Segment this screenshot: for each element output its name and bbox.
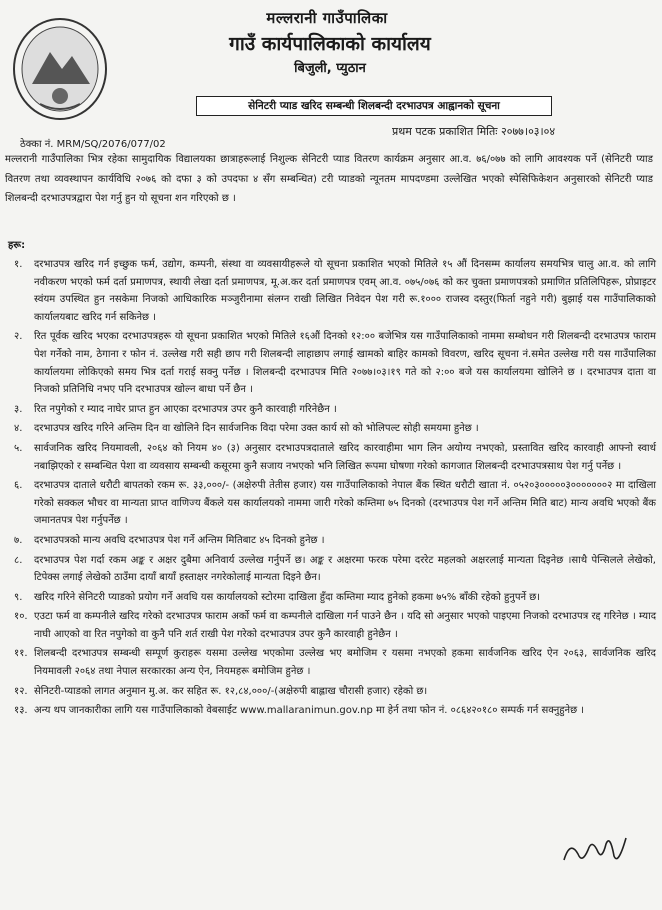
intro-paragraph: मल्लरानी गाउँपालिका भित्र रहेका सामुदायिक विद्यालयका छात्राहरूलाई निशुल्क सेनिटरी प्याड वितरण कार्यक्रम अनुसार आ.व. ७६/०७७ को लागि आवश्यक पर्ने (सेनिटरी प्याड वितरण तथा व्यवस्थापन कार्यविधि २०७६ को दफा ३ को उपदफा ४ सँग सम्बन्धित) टरी प्याडको न्यूनतम मापदण्डमा उल्लेखित भएको स्पेसिफिकेशन अनुसारको सेनिटरी प्याड शिलबन्दी दरभाउपत्रद्वारा पेश गर्नु हुन यो सूचना शन गरिएको छ ।	[5, 154, 653, 204]
conditions-list	[6, 256, 656, 722]
list-item: ६. दरभाउपत्र दाताले धरौटी बापतको रकम रू. ३३,०००/- (अक्षेरुपी तेतीस हजार) यस गाउँपालिकाको नेपाल बैंक स्थित धरौटी खाता नं. ०५२०३०००००३०००००००२ मा दाखिला गरेको सक्कल भौचर वा मान्यता प्राप्त वाणिज्य बैंकले यस कार्यालयको नाममा जारी गरेको कम्तिमा ७५ दिनको (दरभाउपत्र पेश गर्ने अन्तिम मिति बाट) मान्य अवधि भएको बैंक जमानतपत्र पेश गर्नुपर्नेछ ।	[14, 480, 656, 527]
municipality-name: मल्लरानी गाउँपालिका	[266, 9, 388, 27]
list-item: १२. सेनिटरी-प्याडको लागत अनुमान मु.अ. कर सहित रू. १२,८४,०००/-(अक्षेरुपी बाह्लाख चौरासी हजार) रहेको छ।	[14, 685, 428, 697]
publication-date: प्रथम पटक प्रकाशित मितिः २०७७।०३।०४	[392, 125, 556, 138]
list-item: ८. दरभाउपत्र पेश गर्दा रकम अङ्क र अक्षर दुबैमा अनिवार्य उल्लेख गर्नुपर्ने छ। अङ्क र अक्षरमा फरक परेमा दररेट महलको अक्षरलाई मान्यता दिइनेछ ।साथै पेन्सिलले लेखेको, टिपेक्स लगाई लेखेको ठाउँमा दायाँ बायाँ हस्ताक्षर नगरेकोलाई मान्यता दिइने छैन।	[14, 554, 656, 584]
conditions-heading: हरू:	[8, 240, 26, 251]
signature	[560, 830, 630, 872]
office-location: बिजुली, प्युठान	[294, 61, 366, 76]
list-item: ५. सार्वजनिक खरिद नियमावली, २०६४ को नियम ४० (३) अनुसार दरभाउपत्रदाताले खरिद कारवाहीमा भाग लिन अयोग्य नभएको, प्रस्तावित खरिद कारवाही आफ्नो स्वार्थ नबाझिएको र सम्बन्धित पेशा वा व्यवसाय सम्बन्धी कसूरमा कुनै सजाय नभएको भनि लिखित रूपमा घोषणा गरेको कागजात शिलबन्दी दरभाउपत्रसाथ पेश गर्नु पर्नेछ ।	[14, 442, 656, 472]
list-item: ३. रित नपुगेको र म्याद नाघेर प्राप्त हुन आएका दरभाउपत्र उपर कुनै कारवाही गरिनेछैन ।	[14, 403, 337, 415]
government-emblem-icon	[10, 14, 110, 124]
list-item: ४. दरभाउपत्र खरिद गरिने अन्तिम दिन वा खोलिने दिन सार्वजनिक विदा परेमा उक्त कार्य सो को भोलिपल्ट सोही समयमा हुनेछ ।	[14, 423, 479, 435]
list-item: ७. दरभाउपत्रको मान्य अवधि दरभाउपत्र पेश गर्ने अन्तिम मितिबाट ४५ दिनको हुनेछ ।	[14, 534, 325, 546]
list-item: २. रित पूर्वक खरिद भएका दरभाउपत्रहरू यो सूचना प्रकाशित भएको मितिले १६औं दिनको १२:०० बजेभित्र यस गाउँपालिकाको नाममा सम्बोधन गरी शिलबन्दी दरभाउपत्र फाराम पेश गर्नेको नाम, ठेगाना र फोन नं. उल्लेख गरी सही छाप गरी शिलबन्दी लाहाछाप लगाई खामको बाहिर कामको विवरण, खरिद सूचना नं.समेत उल्लेख गरी यस गाउँपालिका कार्यालयमा लोकिएको समय भित्र दर्ता गराई सक्नु पर्नेछ । शिलबन्दी दरभाउपत्र मिति २०७७।०३।१९ गते को २:०० बजे यस कार्यालयमा खोलिने छ । दरभाउपत्र दाता वा निजको प्रतिनिधि नभए पनि दरभाउपत्र खोल्न बाधा पर्ने छैन ।	[14, 331, 656, 396]
notice-title: सेनिटरी प्याड खरिद सम्बन्धी शिलबन्दी दरभाउपत्र आह्वानको सूचना	[196, 96, 552, 116]
list-item: १. दरभाउपत्र खरिद गर्न इच्छुक फर्म, उद्योग, कम्पनी, संस्था वा व्यवसायीहरूले यो सूचना प्रकाशित भएको मितिले १५ औं दिनसम्म कार्यालय समयभित्र चालु आ.व. को लागि नवीकरण भएको फर्म दर्ता प्रमाणपत्र, स्थायी लेखा दर्ता प्रमाणपत्र, मू.अ.कर दर्ता प्रमाणपत्र एवम् आ.व. ०७५/०७६ को कर चुक्ता प्रमाणपत्रको प्रमाणित प्रतिलिपिहरू, प्रोप्राइटर स्वंयम उपस्थित हुन नसकेमा निजको आधिकारिक मञ्जुरीनामा संलग्न राखी लिखित निवेदन पेश गरी रू.१००० राजस्व दस्तुर(फिर्ता नहुने गरी) बुझाई यस गाउँपालिकाको कार्यालयबाट खरिद गर्न सकिनेछ ।	[14, 259, 656, 323]
list-item: १०. एउटा फर्म वा कम्पनीले खरिद गरेको दरभाउपत्र फाराम अर्को फर्म वा कम्पनीले दाखिला गर्न पाउने छैन । यदि सो अनुसार भएको पाइएमा निजको दरभाउपत्र रद्द गरिनेछ । म्याद नाघी आएको वा रित नपुगेको वा कुनै पनि शर्त राखी पेश गरेको दरभाउपत्र उपर कुनै कारवाही हुनेछैन ।	[14, 611, 656, 640]
list-item: १३. अन्य थप जानकारीका लागि यस गाउँपालिकाको वेबसाईट www.mallaranimun.gov.np मा हेर्न तथा फोन नं. ०८६४२०१८० सम्पर्क गर्न सक्नुहुनेछ ।	[14, 705, 585, 717]
office-name: गाउँ कार्यपालिकाको कार्यालय	[229, 33, 431, 55]
reference-number: ठेक्का नं. MRM/SQ/2076/077/02	[20, 139, 166, 150]
list-item: ११. शिलबन्दी दरभाउपत्र सम्बन्धी सम्पूर्ण कुराहरू यसमा उल्लेख भएकोमा उल्लेख भए बमोजिम र यसमा नभएको हकमा सार्वजनिक खरिद ऐन २०६३, सार्वजनिक खरिद नियमावली २०६४ तथा नेपाल सरकारका अन्य ऐन, नियमहरू बमोजिम हुनेछ ।	[14, 648, 656, 678]
list-item: ९. खरिद गरिने सेनिटरी प्याडको प्रयोग गर्ने अवधि यस कार्यालयको स्टोरमा दाखिला हुँदा कम्तिमा म्याद हुनेको हकमा ७५% बाँकी रहेको हुनुपर्ने छ।	[14, 591, 541, 603]
